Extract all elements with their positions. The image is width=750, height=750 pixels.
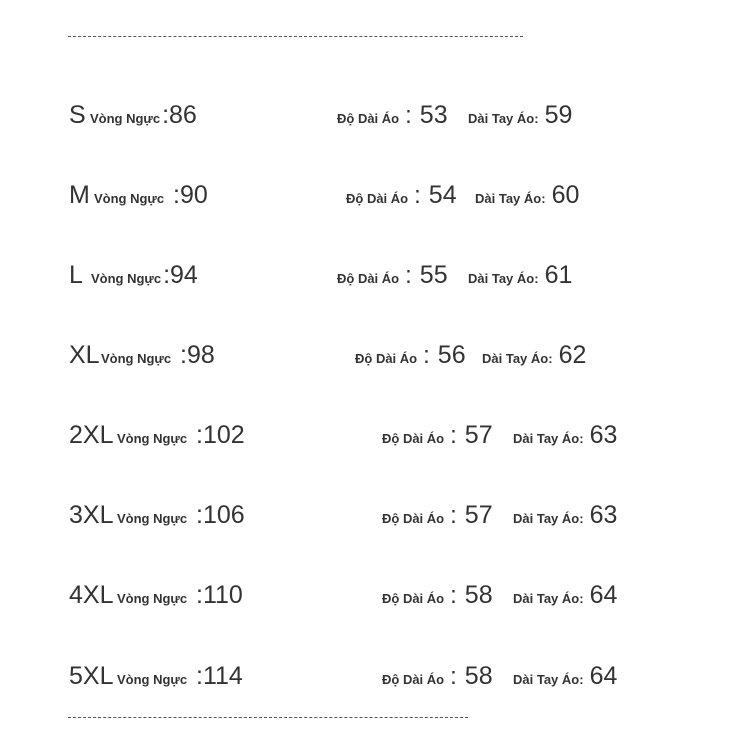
chest-value: :90 [173,181,208,209]
size-label: L [69,261,83,289]
length-label: Độ Dài Áo [355,351,418,366]
sleeve-value: 63 [589,421,618,449]
length-label: Độ Dài Áo [382,511,445,526]
length-label: Độ Dài Áo [337,271,400,286]
length-value: 55 [419,261,448,289]
size-label: M [69,181,90,209]
chest-label: Vòng Ngực [117,431,188,446]
sleeve-measure: Dài Tay Áo: 64 [513,581,618,609]
sleeve-measure: Dài Tay Áo: 63 [513,421,618,449]
sleeve-label: Dài Tay Áo [513,672,580,687]
sleeve-label: Dài Tay Áo [482,351,549,366]
size-row-m [0,175,750,215]
length-measure: Độ Dài Áo : 57 [382,421,493,449]
chest-label: Vòng Ngực [117,672,188,687]
sleeve-value: 64 [589,581,618,609]
chest-measure [94,175,208,219]
sleeve-label: Dài Tay Áo [513,431,580,446]
chest-label: Vòng Ngực [117,511,188,526]
chest-label: Vòng Ngực [101,351,172,366]
size-row-xl [0,335,750,375]
length-label: Độ Dài Áo [382,591,445,606]
sleeve-label: Dài Tay Áo [468,271,535,286]
sleeve-value: 62 [558,341,587,369]
top-dashed-divider [68,36,523,37]
chest-measure [90,95,197,139]
sleeve-value: 64 [589,662,618,690]
length-value: 54 [428,181,457,209]
size-label: 5XL [69,662,114,690]
length-value: 56 [437,341,466,369]
chest-measure [117,656,243,700]
length-label: Độ Dài Áo [337,111,400,126]
length-label: Độ Dài Áo [382,672,445,687]
bottom-dashed-divider [68,717,468,718]
chest-label: Vòng Ngực [94,191,165,206]
chest-measure [91,255,198,299]
size-row-s [0,95,750,135]
length-value: 58 [464,662,493,690]
sleeve-label: Dài Tay Áo [475,191,542,206]
length-label: Độ Dài Áo [346,191,409,206]
size-row-l [0,255,750,295]
size-row-4xl [0,575,750,615]
sleeve-label: Dài Tay Áo [513,511,580,526]
chest-label: Vòng Ngực [117,591,188,606]
length-value: 58 [464,581,493,609]
sleeve-label: Dài Tay Áo [513,591,580,606]
size-label: XL [69,341,100,369]
chest-value: :114 [196,662,243,690]
chest-label: Vòng Ngực [91,271,162,286]
chest-measure [117,575,243,619]
sleeve-measure: Dài Tay Áo: 64 [513,662,618,690]
chest-value: :106 [196,501,245,529]
sleeve-value: 59 [544,101,573,129]
size-label: S [69,101,86,129]
size-label: 4XL [69,581,114,609]
sleeve-measure: Dài Tay Áo: 59 [468,101,573,129]
length-measure: Độ Dài Áo : 54 [346,181,457,209]
size-row-5xl [0,656,750,696]
length-value: 53 [419,101,448,129]
length-measure: Độ Dài Áo : 58 [382,581,493,609]
sleeve-measure: Dài Tay Áo: 61 [468,261,573,289]
sleeve-label: Dài Tay Áo [468,111,535,126]
size-label: 3XL [69,501,114,529]
chest-measure [117,415,245,459]
chest-value: :94 [163,261,198,289]
length-measure: Độ Dài Áo : 56 [355,341,466,369]
chest-value: :86 [162,101,197,129]
sleeve-measure: Dài Tay Áo: 62 [482,341,587,369]
chest-value: :98 [180,341,215,369]
size-row-3xl [0,495,750,535]
length-label: Độ Dài Áo [382,431,445,446]
sleeve-value: 63 [589,501,618,529]
chest-value: :110 [196,581,243,609]
length-measure: Độ Dài Áo : 53 [337,101,448,129]
chest-value: :102 [196,421,245,449]
chest-measure [117,495,245,539]
length-measure: Độ Dài Áo : 55 [337,261,448,289]
length-value: 57 [464,501,493,529]
sleeve-measure: Dài Tay Áo: 63 [513,501,618,529]
sleeve-measure: Dài Tay Áo: 60 [475,181,580,209]
size-row-2xl [0,415,750,455]
size-label: 2XL [69,421,114,449]
sleeve-value: 60 [551,181,580,209]
chest-measure [101,335,215,379]
chest-label: Vòng Ngực [90,111,161,126]
length-measure: Độ Dài Áo : 58 [382,662,493,690]
sleeve-value: 61 [544,261,573,289]
length-value: 57 [464,421,493,449]
length-measure: Độ Dài Áo : 57 [382,501,493,529]
